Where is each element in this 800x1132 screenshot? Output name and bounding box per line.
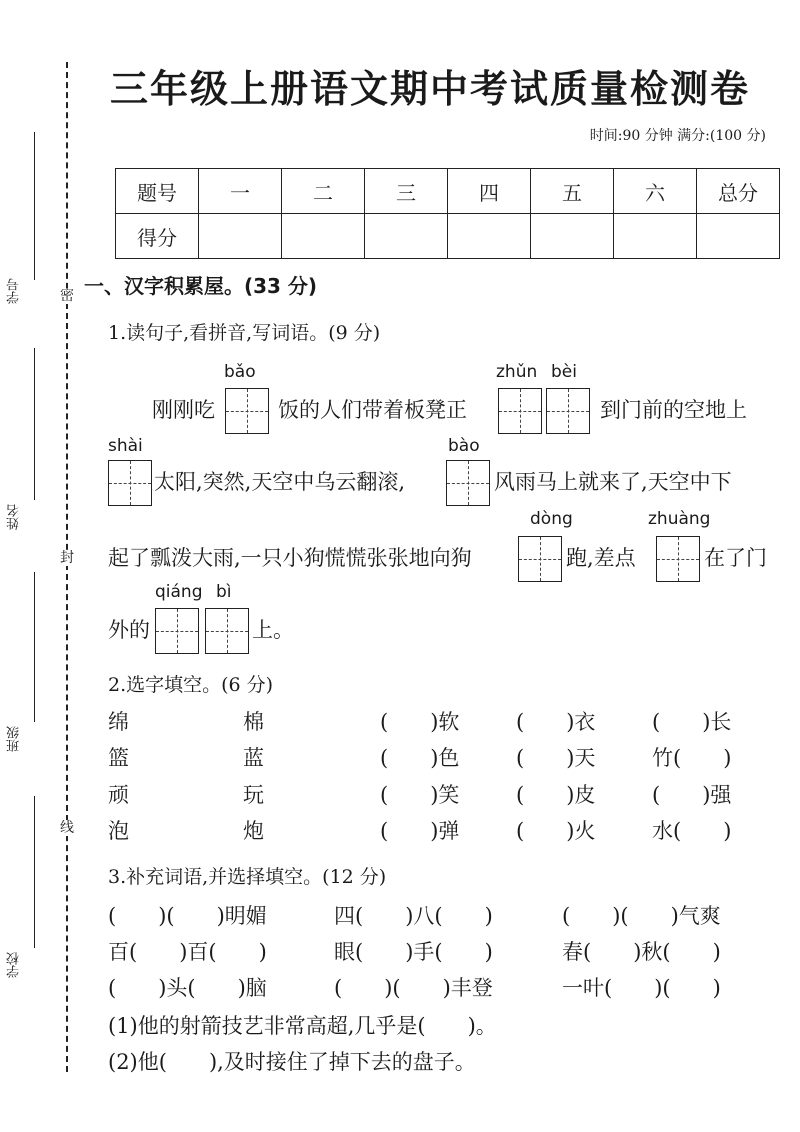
writing-grid[interactable] [446,460,490,506]
exam-meta: 时间:90 分钟 满分:(100 分) [589,128,766,144]
pinyin-dong: dòng [530,509,573,529]
passage-text: 起了瓢泼大雨,一只小狗慌慌张张地向狗 [108,546,472,570]
passage-text: 太阳,突然,天空中乌云翻滚, [154,470,406,494]
passage-text: 饭的人们带着板凳正 [278,398,467,422]
pinyin-bao-2: bào [448,436,480,456]
score-input-cell[interactable] [199,214,282,259]
writing-grid[interactable] [205,608,249,654]
q2-char-a: 顽 [108,783,129,807]
score-header-cell: 一 [199,169,282,214]
student-id-label: 学号 [7,278,22,304]
q3-idiom-blank[interactable]: 春( )秋( ) [562,940,721,964]
class-line[interactable] [34,572,35,722]
name-line[interactable] [34,348,35,500]
q2-blank[interactable]: ( )弹 [380,819,460,843]
writing-grid[interactable] [518,536,562,582]
passage-text: 上。 [252,618,294,642]
pinyin-zhuang: zhuàng [648,509,711,529]
score-table [115,168,780,259]
q3-idiom-blank[interactable]: ( )( )丰登 [334,976,493,1000]
class-label: 班级 [7,726,22,752]
pinyin-qiang: qiáng [155,582,203,602]
section-heading: 一、汉字积累屋。(33 分) [84,274,318,298]
q3-idiom-blank[interactable]: 眼( )手( ) [334,940,493,964]
student-id-line[interactable] [34,132,35,280]
q3-sentence-1[interactable]: (1)他的射箭技艺非常高超,几乎是( )。 [108,1014,497,1038]
pinyin-bao: bǎo [224,362,256,382]
binding-word-feng: 封 [60,550,74,566]
score-header-cell: 三 [365,169,448,214]
q2-char-b: 蓝 [243,746,264,770]
score-input-cell[interactable] [282,214,365,259]
pinyin-bi: bì [216,582,232,602]
page-title: 三年级上册语文期中考试质量检测卷 [109,67,750,111]
passage-text: 跑,差点 [566,546,636,570]
pinyin-shai: shài [108,436,143,456]
score-header-cell: 四 [448,169,531,214]
q2-char-a: 篮 [108,746,129,770]
binding-word-mi: 密 [60,288,74,304]
question-1-title: 1.读句子,看拼音,写词语。(9 分) [108,322,381,344]
question-3-title: 3.补充词语,并选择填空。(12 分) [108,866,387,888]
q2-blank[interactable]: 竹( ) [652,746,732,770]
score-table-score-row [116,214,780,259]
score-header-cell: 二 [282,169,365,214]
pinyin-bei: bèi [551,362,577,382]
binding-dashed-line [66,62,68,1072]
q2-char-b: 炮 [243,819,264,843]
passage-text: 外的 [108,618,150,642]
passage-text: 刚刚吃 [152,398,215,422]
score-row-label: 得分 [116,214,199,259]
q3-idiom-blank[interactable]: ( )头( )脑 [108,976,267,1000]
q2-blank[interactable]: ( )笑 [380,783,460,807]
name-label: 姓名 [7,504,22,530]
q2-blank[interactable]: ( )长 [652,710,732,734]
q3-sentence-2[interactable]: (2)他( ),及时接住了掉下去的盘子。 [108,1050,476,1074]
q2-blank[interactable]: ( )火 [516,819,596,843]
q3-idiom-blank[interactable]: 一叶( )( ) [562,976,721,1000]
q3-idiom-blank[interactable]: ( )( )明媚 [108,904,267,928]
passage-text: 风雨马上就来了,天空中下 [494,470,732,494]
school-label: 学校 [7,952,22,978]
score-header-cell: 总分 [697,169,780,214]
writing-grid[interactable] [546,388,590,434]
score-header-cell: 六 [614,169,697,214]
q2-blank[interactable]: ( )皮 [516,783,596,807]
writing-grid[interactable] [108,460,152,506]
writing-grid[interactable] [155,608,199,654]
writing-grid[interactable] [656,536,700,582]
score-input-cell[interactable] [697,214,780,259]
score-input-cell[interactable] [365,214,448,259]
writing-grid[interactable] [225,388,269,434]
score-input-cell[interactable] [448,214,531,259]
q2-blank[interactable]: ( )衣 [516,710,596,734]
score-input-cell[interactable] [531,214,614,259]
passage-text: 在了门 [704,546,767,570]
writing-grid[interactable] [498,388,542,434]
q2-char-b: 玩 [243,783,264,807]
q2-blank[interactable]: ( )软 [380,710,460,734]
q3-idiom-blank[interactable]: ( )( )气爽 [562,904,721,928]
q2-blank[interactable]: 水( ) [652,819,732,843]
question-2-title: 2.选字填空。(6 分) [108,674,274,696]
score-table-header-row [116,169,780,214]
q2-char-a: 泡 [108,819,129,843]
q2-char-b: 棉 [243,710,264,734]
q2-blank[interactable]: ( )强 [652,783,732,807]
pinyin-zhun: zhǔn [496,362,538,382]
score-header-cell: 五 [531,169,614,214]
passage-text: 到门前的空地上 [600,398,747,422]
q2-blank[interactable]: ( )天 [516,746,596,770]
score-input-cell[interactable] [614,214,697,259]
score-header-cell: 题号 [116,169,199,214]
q3-idiom-blank[interactable]: 百( )百( ) [108,940,267,964]
q3-idiom-blank[interactable]: 四( )八( ) [334,904,493,928]
binding-word-xian: 线 [60,820,74,836]
q2-blank[interactable]: ( )色 [380,746,460,770]
school-line[interactable] [34,796,35,948]
q2-char-a: 绵 [108,710,129,734]
